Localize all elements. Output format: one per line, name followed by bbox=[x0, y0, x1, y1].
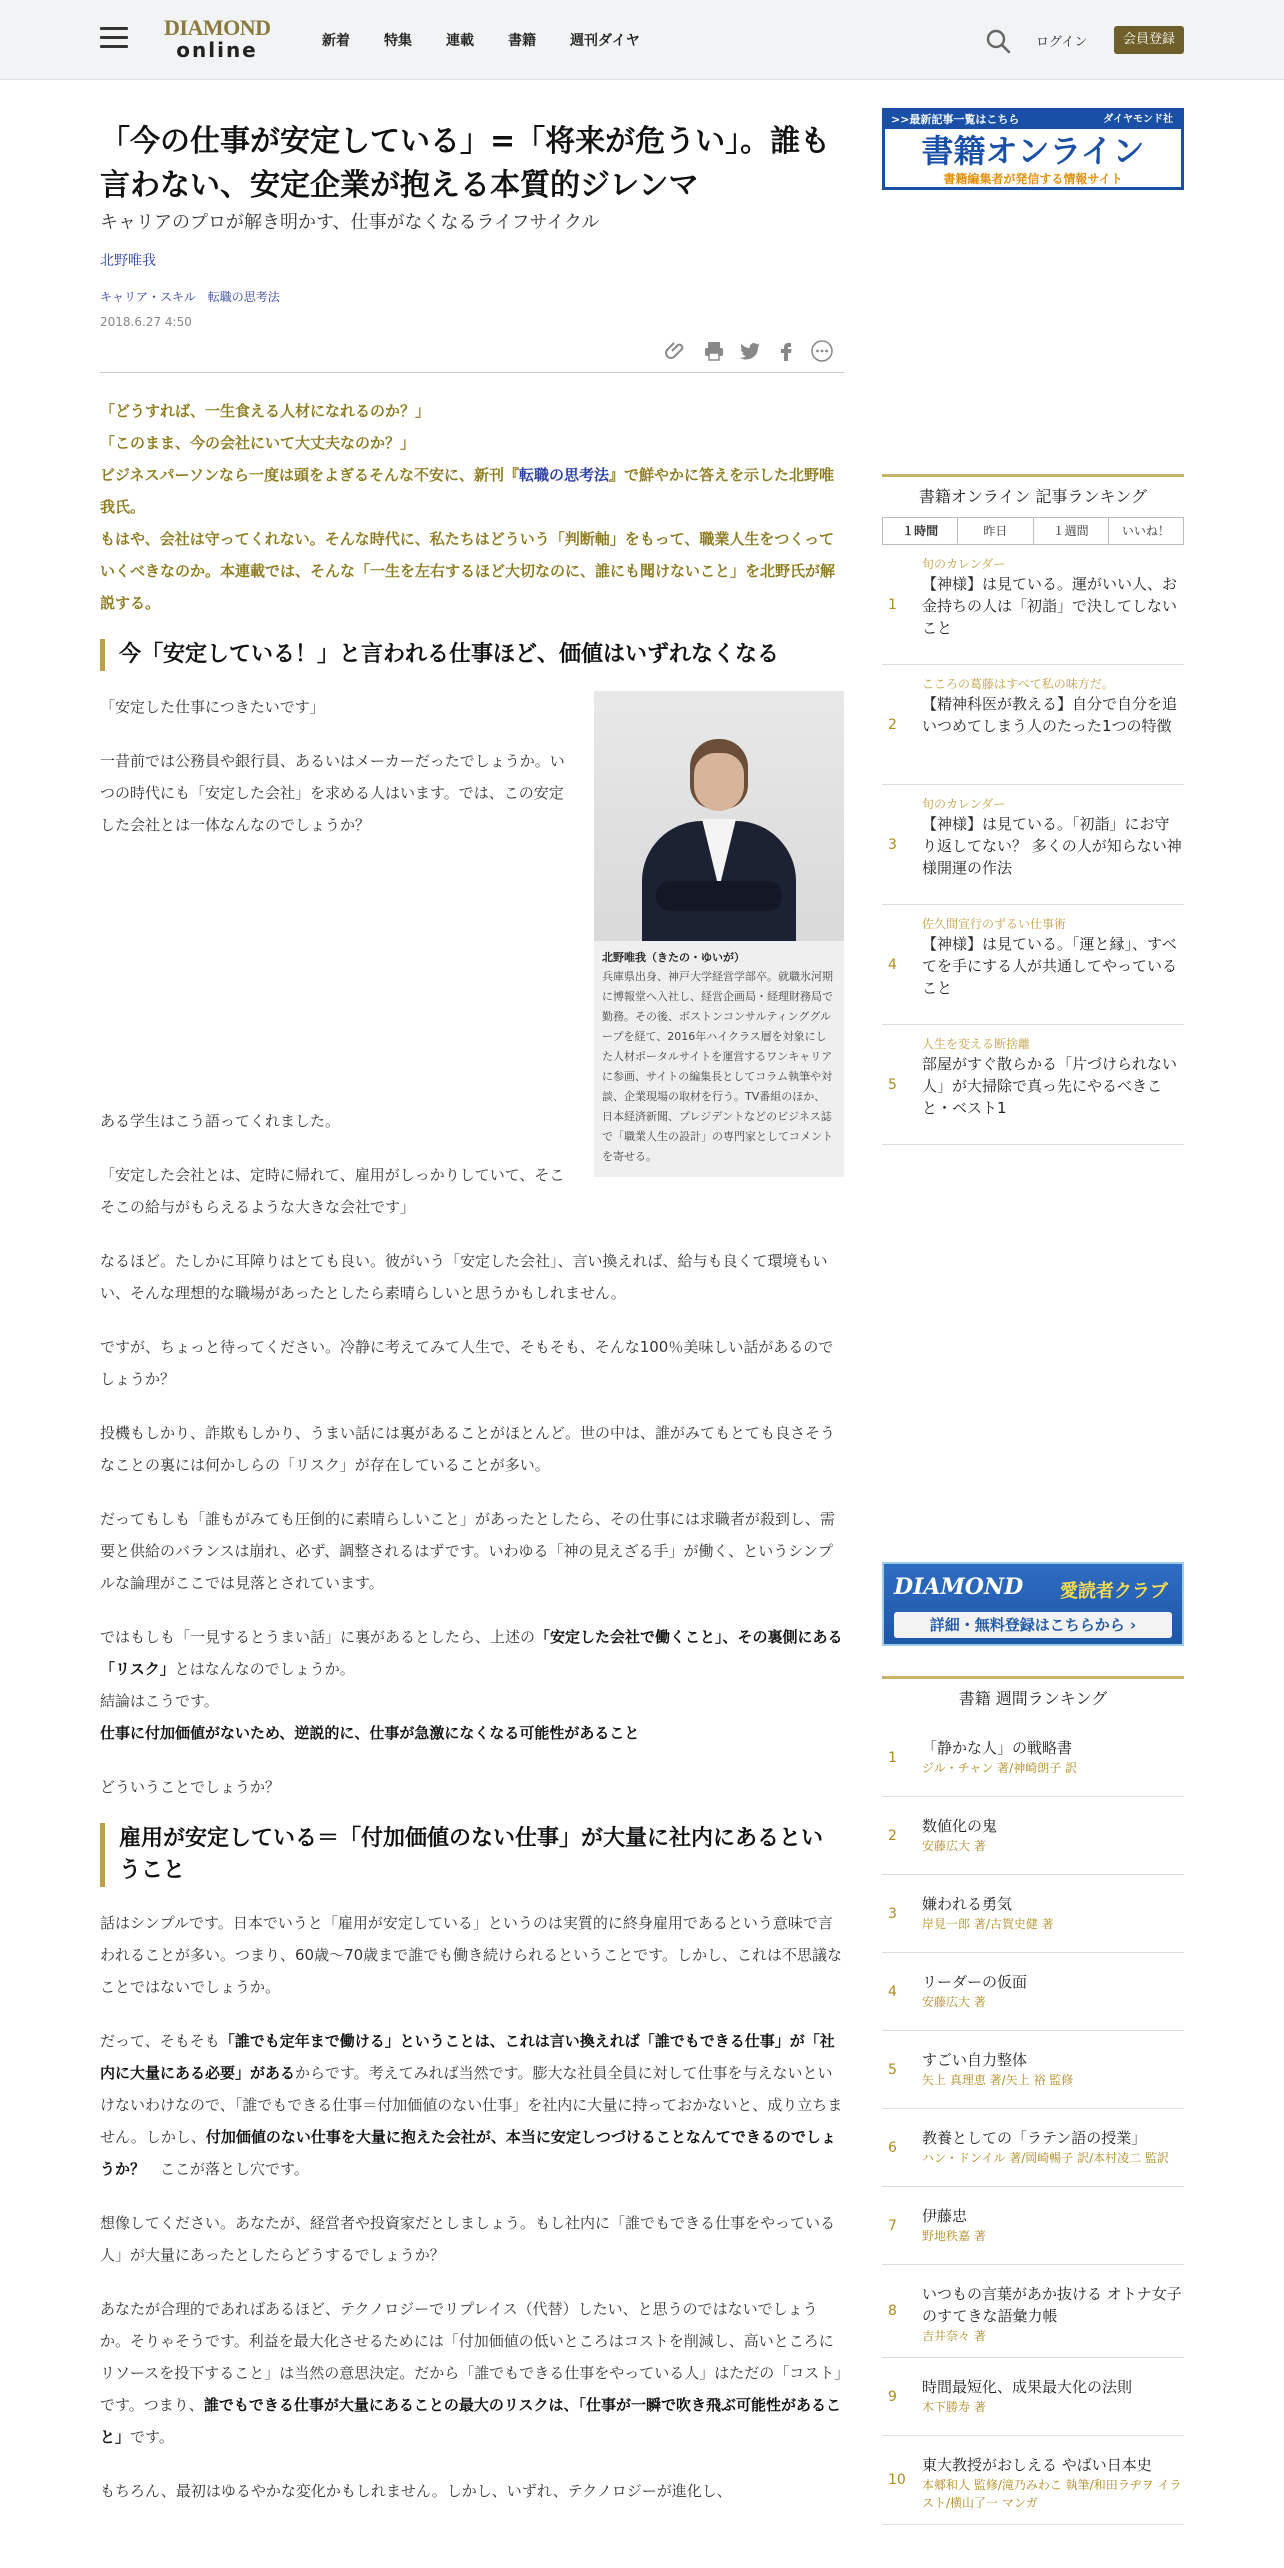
book-title: 嫌われる勇気 bbox=[922, 1895, 1013, 1913]
author-name-caption: 北野唯我（きたの・ゆいが） bbox=[602, 951, 745, 964]
text: です。 bbox=[130, 2428, 174, 2446]
article-lead bbox=[100, 395, 844, 619]
book-title: 伊藤忠 bbox=[922, 2207, 968, 2225]
paragraph: 結論はこうです。 bbox=[100, 1692, 219, 1710]
site-logo[interactable] bbox=[164, 17, 270, 61]
book-author: 安藤広大 著 bbox=[922, 1995, 986, 2009]
bold-text: 「誰でも定年まで働ける」ということは、これは言い換えれば「誰でもできる仕事」が「社内に大量にある必要」がある bbox=[100, 2032, 835, 2082]
rank-number: 5 bbox=[888, 2061, 897, 2078]
nav-books[interactable]: 書籍 bbox=[508, 33, 536, 49]
paragraph bbox=[100, 2293, 844, 2453]
nav-feature[interactable]: 特集 bbox=[384, 33, 412, 49]
books-online-banner[interactable] bbox=[882, 108, 1184, 190]
banner-top-text: >>最新記事一覧はこちら bbox=[885, 111, 1181, 129]
rank-title: 【精神科医が教える】自分で自分を追いつめてしまう人のたった1つの特徴 bbox=[922, 695, 1178, 735]
paragraph: ですが、ちょっと待ってください。冷静に考えてみて人生で、そもそも、そんな100％美味しい話があるのでしょうか？ bbox=[100, 1338, 834, 1388]
book-weekly-ranking bbox=[882, 1676, 1184, 2525]
rank-number: 1 bbox=[888, 596, 897, 613]
ranking-tabs bbox=[882, 517, 1184, 545]
paragraph: 「安定した仕事につきたいです」 bbox=[100, 698, 325, 716]
rank-title: 【神様】は見ている。運がいい人、お金持ちの人は「初詣」で決してしないこと bbox=[922, 575, 1178, 637]
article bbox=[100, 80, 844, 2507]
rank-title: 【神様】は見ている。「運と縁」、すべてを手にする人が共通してやっていること bbox=[922, 935, 1178, 997]
facebook-icon[interactable] bbox=[774, 339, 798, 363]
clip-icon[interactable] bbox=[664, 339, 688, 363]
category-link[interactable]: 転職の思考法 bbox=[207, 290, 280, 304]
ranking-item[interactable] bbox=[882, 905, 1184, 1025]
banner-cta: 詳細・無料登録はこちらから › bbox=[894, 1612, 1172, 1638]
logo-bottom-text: online bbox=[176, 38, 258, 62]
text: とはなんなのでしょうか。 bbox=[174, 1660, 355, 1678]
article-title: 「今の仕事が安定している」=「将来が危うい」。誰も言わない、安定企業が抱える本質的ジレンマ bbox=[100, 124, 831, 203]
bold-text: 付加価値のない仕事を大量に抱えた会社が、本当に安定しつづけることなんてできるのでしょうか？ bbox=[100, 2128, 836, 2178]
paragraph: どういうことでしょうか？ bbox=[100, 1778, 281, 1796]
lead-line: 「このまま、今の会社にいて大丈夫なのか？」 bbox=[100, 434, 416, 452]
book-author: 矢上 真理恵 著/矢上 裕 監修 bbox=[922, 2073, 1074, 2087]
banner-subtitle: 書籍編集者が発信する情報サイト bbox=[943, 172, 1123, 186]
ranking-item[interactable] bbox=[882, 2436, 1184, 2525]
book-title: すごい自力整体 bbox=[922, 2051, 1028, 2069]
banner-title: 書籍オンライン bbox=[921, 132, 1145, 170]
ranking-item[interactable] bbox=[882, 1875, 1184, 1953]
login-link[interactable]: ログイン bbox=[1036, 35, 1088, 50]
book-author: 吉井奈々 著 bbox=[922, 2329, 986, 2343]
rank-kicker: 人生を変える断捨離 bbox=[922, 1037, 1031, 1051]
book-author: ハン・ドンイル 著/岡崎暢子 訳/本村凌二 監訳 bbox=[922, 2151, 1169, 2165]
ranking-item[interactable] bbox=[882, 2031, 1184, 2109]
rank-kicker: 旬のカレンダー bbox=[922, 557, 1006, 571]
ranking-item[interactable] bbox=[882, 2109, 1184, 2187]
banner-title: DIAMOND bbox=[894, 1574, 1024, 1600]
rank-number: 3 bbox=[888, 1905, 897, 1922]
ranking-item[interactable] bbox=[882, 2265, 1184, 2358]
banner-title-2: 愛読者クラブ bbox=[1060, 1581, 1168, 1602]
paragraph: 話はシンプルです。日本でいうと「雇用が安定している」というのは実質的に終身雇用であるという意味で言われることが多い。つまり、60歳～70歳まで誰でも働き続けられるということです。しかし、これは不思議なことではないでしょうか。 bbox=[100, 1914, 842, 1996]
rank-number: 6 bbox=[888, 2139, 897, 2156]
menu-icon[interactable] bbox=[100, 27, 128, 49]
book-author: ジル・チャン 著/神崎朗子 訳 bbox=[922, 1761, 1078, 1775]
section-body-1 bbox=[100, 691, 844, 1223]
tab-likes[interactable]: いいね！ bbox=[1109, 518, 1183, 544]
paragraph: ある学生はこう語ってくれました。 bbox=[100, 1112, 341, 1130]
text: だって、そもそも bbox=[100, 2032, 220, 2050]
ranking-item[interactable] bbox=[882, 1797, 1184, 1875]
site-header bbox=[0, 0, 1284, 80]
share-tools bbox=[100, 337, 844, 373]
book-author: 岸見一郎 著/古賀史健 著 bbox=[922, 1917, 1054, 1931]
rank-kicker: 佐久間宣行のずるい仕事術 bbox=[922, 917, 1067, 931]
author-bio-caption: 兵庫県出身、神戸大学経営学部卒。就職氷河期に博報堂へ入社し、経営企画局・経理財務局で勤務。その後、ボストンコンサルティンググループを経て、2016年ハイクラス層を対象にした人材ポータルサイトを運営するワンキャリアに参画、サイトの編集長としてコラム執筆や対談、企業現場の取材を行う。TV番組のほか、日本経済新聞、プレジデントなどのビジネス誌で「職業人生の設計」の専門家としてコメントを寄せる。 bbox=[602, 970, 833, 1163]
text: からです。考えてみれば当然です。膨大な社員全員に対して仕事を与えないといけないわけなので、「誰でもできる仕事＝付加価値のない仕事」を社内に大量に持っておかないと、成り立ちません。しかし、 bbox=[100, 2064, 843, 2146]
rank-number: 10 bbox=[888, 2472, 906, 2488]
rank-kicker: 旬のカレンダー bbox=[922, 797, 1006, 811]
nav-new[interactable]: 新着 bbox=[322, 33, 350, 49]
ranking-title: 書籍 週間ランキング bbox=[958, 1689, 1108, 1708]
book-title: 教養としての「ラテン語の授業」 bbox=[922, 2129, 1147, 2147]
author-link[interactable]: 北野唯我 bbox=[100, 253, 156, 269]
bold-text: 仕事に付加価値がないため、逆説的に、仕事が急激になくなる可能性があること bbox=[100, 1724, 640, 1742]
rank-title: 部屋がすぐ散らかる「片づけられない人」が大掃除で真っ先にやるべきこと・ベスト1 bbox=[922, 1055, 1178, 1117]
twitter-icon[interactable] bbox=[738, 339, 762, 363]
paragraph: もちろん、最初はゆるやかな変化かもしれません。しかし、いずれ、テクノロジーが進化し、 bbox=[100, 2482, 732, 2500]
book-title: 東大教授がおしえる やばい日本史 bbox=[922, 2456, 1152, 2474]
book-title: 時間最短化、成果最大化の法則 bbox=[922, 2378, 1133, 2396]
ranking-item[interactable] bbox=[882, 2187, 1184, 2265]
book-author: 本郷和人 監修/滝乃みわこ 執筆/和田ラヂヲ イラスト/横山了一 マンガ bbox=[922, 2478, 1182, 2510]
paragraph bbox=[100, 2025, 844, 2185]
ranking-title: 書籍オンライン 記事ランキング bbox=[918, 487, 1148, 506]
article-subtitle: キャリアのプロが解き明かす、仕事がなくなるライフサイクル bbox=[100, 212, 600, 233]
text: ここが落とし穴です。 bbox=[145, 2160, 309, 2178]
rank-title: 【神様】は見ている。「初詣」にお守り返してない？ 多くの人が知らない神様開運の作法 bbox=[922, 815, 1182, 877]
ranking-item[interactable] bbox=[882, 1025, 1184, 1145]
lead-text: 』で鮮やかに答えを示した北野唯我氏。 bbox=[100, 466, 834, 516]
text: ではもしも「一見するとうまい話」に裏があるとしたら、上述の bbox=[100, 1628, 536, 1646]
rank-number: 2 bbox=[888, 716, 897, 733]
lead-text: ビジネスパーソンなら一度は頭をよぎるそんな不安に、新刊『 bbox=[100, 466, 519, 484]
book-author: 野地秩嘉 著 bbox=[922, 2229, 986, 2243]
paragraph: 一昔前では公務員や銀行員、あるいはメーカーだったでしょうか。いつの時代にも「安定した会社」を求める人はいます。では、この安定した会社とは一体なんなのでしょうか？ bbox=[100, 752, 565, 834]
author-photo bbox=[594, 691, 844, 941]
member-register-button[interactable]: 会員登録 bbox=[1114, 26, 1184, 54]
lead-line bbox=[100, 459, 844, 523]
rank-number: 5 bbox=[888, 1076, 897, 1093]
paragraph: だってもしも「誰もがみても圧倒的に素晴らしいこと」があったとしたら、その仕事には求職者が殺到し、需要と供給のバランスは崩れ、必ず、調整されるはずです。いわゆる「神の見えざる手」が働く、というシンプルな論理がここでは見落とされています。 bbox=[100, 1510, 835, 1592]
tab-1week[interactable]: １週間 bbox=[1034, 518, 1109, 544]
search-icon[interactable] bbox=[985, 28, 1011, 54]
category-link[interactable]: キャリア・スキル bbox=[100, 290, 196, 304]
rank-number: 1 bbox=[888, 1749, 897, 1766]
tab-1hour[interactable]: １時間 bbox=[883, 518, 958, 544]
book-author: 安藤広大 著 bbox=[922, 1839, 986, 1853]
publish-date: 2018.6.27 4:50 bbox=[100, 315, 192, 329]
nav-series[interactable]: 連載 bbox=[446, 33, 474, 49]
book-title: 数値化の鬼 bbox=[922, 1817, 998, 1835]
book-link[interactable]: 転職の思考法 bbox=[518, 466, 609, 484]
paragraph bbox=[100, 1717, 844, 1749]
section-heading: 雇用が安定している＝「付加価値のない仕事」が大量に社内にあるということ bbox=[100, 1823, 844, 1887]
ranking-item[interactable] bbox=[882, 785, 1184, 905]
article-ranking bbox=[882, 474, 1184, 1145]
section-heading: 今「安定している！」と言われる仕事ほど、価値はいずれなくなる bbox=[100, 639, 844, 671]
logo-top-text: DIAMOND bbox=[164, 15, 271, 40]
paragraph: なるほど。たしかに耳障りはとても良い。彼がいう「安定した会社」、言い換えれば、給与も良くて環境もいい、そんな理想的な職場があったとしたら素晴らしいと思うかもしれません。 bbox=[100, 1252, 828, 1302]
ranking-item[interactable] bbox=[882, 545, 1184, 665]
more-icon[interactable] bbox=[810, 339, 834, 363]
author-profile-box bbox=[594, 691, 844, 1177]
bold-text: 「安定した会社で働くこと」、その裏側にある「リスク」 bbox=[100, 1628, 843, 1678]
paragraph: 想像してください。あなたが、経営者や投資家だとしましょう。もし社内に「誰でもできる仕事をやっている人」が大量にあったとしたらどうするでしょうか？ bbox=[100, 2214, 836, 2264]
ranking-item[interactable] bbox=[882, 2358, 1184, 2436]
ranking-item[interactable] bbox=[882, 665, 1184, 785]
rank-number: 3 bbox=[888, 836, 897, 853]
ranking-item[interactable] bbox=[882, 1953, 1184, 2031]
nav-weekly[interactable]: 週刊ダイヤ bbox=[570, 33, 640, 49]
rank-number: 9 bbox=[888, 2388, 897, 2405]
reader-club-banner[interactable] bbox=[882, 1562, 1184, 1646]
tab-yesterday[interactable]: 昨日 bbox=[958, 518, 1033, 544]
rank-number: 8 bbox=[888, 2303, 897, 2319]
rank-number: 7 bbox=[888, 2217, 897, 2234]
print-icon[interactable] bbox=[702, 339, 726, 363]
lead-line: 「どうすれば、一生食える人材になれるのか？」 bbox=[100, 402, 431, 420]
paragraph: 「安定した会社とは、定時に帰れて、雇用がしっかりしていて、そこそこの給与がもらえるような大きな会社です」 bbox=[100, 1166, 565, 1216]
global-nav bbox=[322, 30, 674, 50]
ranking-item[interactable] bbox=[882, 1719, 1184, 1797]
book-title: リーダーの仮面 bbox=[922, 1973, 1028, 1991]
paragraph bbox=[100, 1621, 844, 1685]
text: あなたが合理的であればあるほど、テクノロジーでリプレイス（代替）したい、と思うのではないでしょうか。そりゃそうです。利益を最大化させるためには「付加価値の低いところはコストを削減し、高いところにリソースを投下すること」は当然の意思決定。だから「誰でもできる仕事をやっている人」はただの「コスト」です。つまり、 bbox=[100, 2300, 842, 2414]
category-links bbox=[100, 288, 844, 305]
book-author: 木下勝寿 著 bbox=[922, 2400, 986, 2414]
banner-brand-text: ダイヤモンド社 bbox=[1103, 114, 1173, 125]
bold-text: 誰でもできる仕事が大量にあることの最大のリスクは、「仕事が一瞬で吹き飛ぶ可能性があること」 bbox=[100, 2396, 842, 2446]
rank-number: 4 bbox=[888, 956, 897, 973]
book-title: いつもの言葉があか抜ける オトナ女子のすてきな語彙力帳 bbox=[922, 2285, 1182, 2325]
rank-kicker: こころの葛藤はすべて私の味方だ。 bbox=[922, 677, 1114, 691]
lead-line: もはや、会社は守ってくれない。そんな時代に、私たちはどういう「判断軸」をもって、職業人生をつくっていくべきなのか。本連載では、そんな「一生を左右するほど大切なのに、誰にも聞けないこと」を北野氏が解説する。 bbox=[100, 530, 836, 612]
paragraph: 投機もしかり、詐欺もしかり、うまい話には裏があることがほとんど。世の中は、誰がみてもとても良さそうなことの裏には何かしらの「リスク」が存在していることが多い。 bbox=[100, 1424, 836, 1474]
rank-number: 4 bbox=[888, 1983, 897, 2000]
book-title: 「静かな人」の戦略書 bbox=[922, 1739, 1073, 1757]
rank-number: 2 bbox=[888, 1827, 897, 1844]
